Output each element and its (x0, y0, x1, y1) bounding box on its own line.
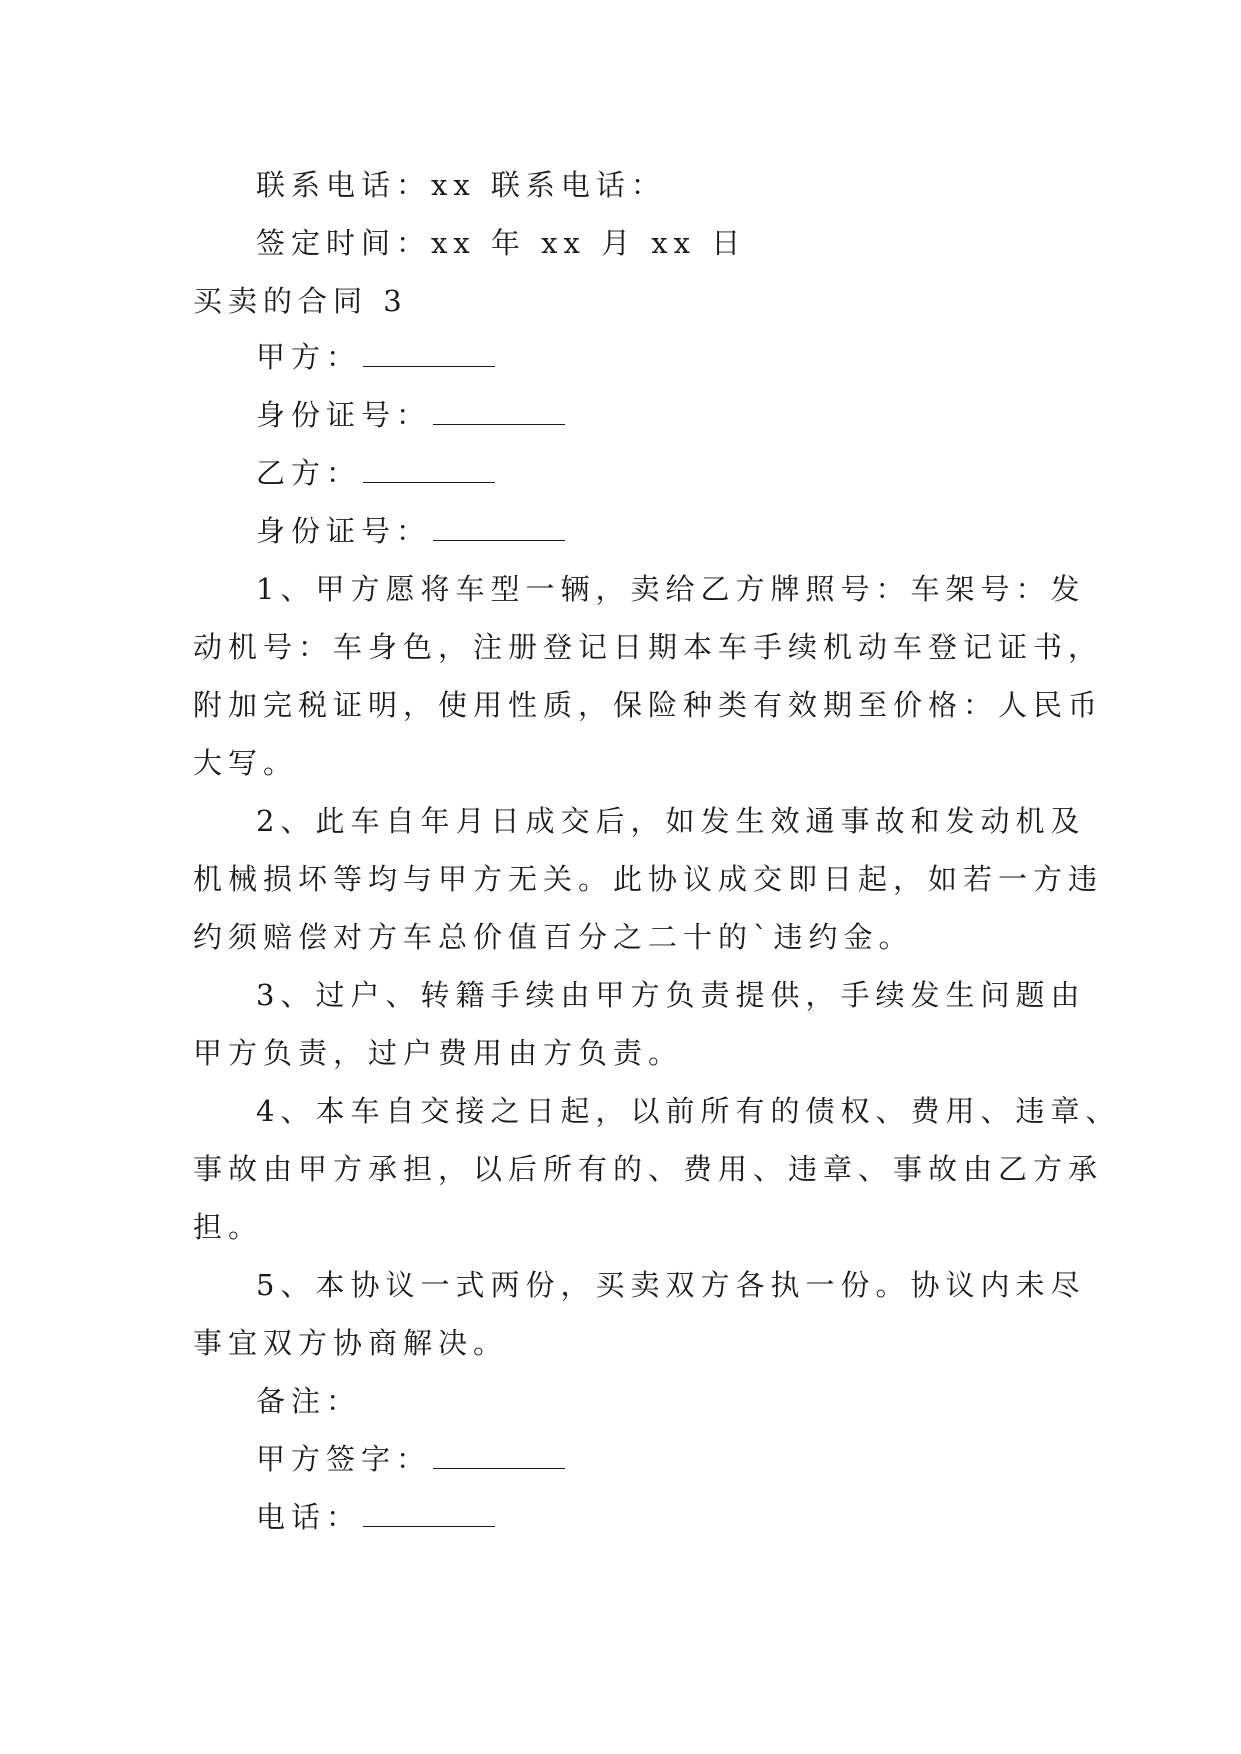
party-a-blank (363, 332, 495, 367)
clause-2-line-1 (193, 792, 1086, 850)
clause-2-line-3 (193, 908, 1073, 966)
remarks-label: 备注： (256, 1384, 362, 1418)
clause-4-line-3 (193, 1198, 1073, 1256)
clause-1-line-1 (193, 560, 1086, 618)
remarks-line (193, 1372, 1073, 1430)
party-b-id-label: 身份证号： (256, 514, 432, 548)
party-a-signature-blank (433, 1434, 565, 1469)
clause-3-line-2 (193, 1024, 1073, 1082)
clause-1-line-3 (193, 676, 1104, 734)
party-b-blank (363, 448, 495, 483)
signing-date-text: 签定时间：xx 年 xx 月 xx 日 (256, 226, 747, 260)
clause-text: 大写。 (193, 746, 299, 780)
clause-text: 担。 (193, 1210, 264, 1244)
contact-phone-line (193, 156, 1073, 214)
party-a-id-line (193, 386, 1073, 444)
clause-2-line-2 (193, 850, 1104, 908)
clause-1-line-2 (193, 618, 1104, 676)
clause-text: 机械损坏等均与甲方无关。此协议成交即日起，如若一方违 (193, 862, 1104, 896)
party-a-id-label: 身份证号： (256, 398, 432, 432)
clause-5-line-2 (193, 1314, 1073, 1372)
clause-text: 2、此车自年月日成交后，如发生效通事故和发动机及 (256, 804, 1086, 838)
party-b-id-line (193, 502, 1073, 560)
party-b-id-blank (433, 506, 565, 541)
phone-blank (363, 1492, 495, 1527)
clause-text: 动机号：车身色，注册登记日期本车手续机动车登记证书， (193, 630, 1104, 664)
party-a-line (193, 328, 1073, 386)
clause-text: 附加完税证明，使用性质，保险种类有效期至价格：人民币 (193, 688, 1104, 722)
signing-date-line (193, 214, 1073, 272)
clause-4-line-2 (193, 1140, 1104, 1198)
clause-5-line-1 (193, 1256, 1086, 1314)
phone-line (193, 1488, 1073, 1546)
clause-text: 4、本车自交接之日起，以前所有的债权、费用、违章、 (256, 1094, 1121, 1128)
clause-1-line-4 (193, 734, 1073, 792)
clause-text: 事故由甲方承担，以后所有的、费用、违章、事故由乙方承 (193, 1152, 1104, 1186)
contract-title (193, 272, 1073, 330)
phone-label: 电话： (256, 1500, 362, 1534)
party-a-signature-line (193, 1430, 1073, 1488)
contract-title-text: 买卖的合同 3 (193, 284, 408, 318)
clause-3-line-1 (193, 966, 1086, 1024)
clause-text: 1、甲方愿将车型一辆，卖给乙方牌照号：车架号：发 (256, 572, 1086, 606)
party-a-id-blank (433, 390, 565, 425)
party-a-signature-label: 甲方签字： (256, 1442, 432, 1476)
clause-4-line-1 (193, 1082, 1121, 1140)
clause-text: 5、本协议一式两份，买卖双方各执一份。协议内未尽 (256, 1268, 1086, 1302)
party-b-label: 乙方： (256, 456, 362, 490)
party-a-label: 甲方： (256, 340, 362, 374)
clause-text: 约须赔偿对方车总价值百分之二十的`违约金。 (193, 920, 914, 954)
party-b-line (193, 444, 1073, 502)
clause-text: 甲方负责，过户费用由方负责。 (193, 1036, 684, 1070)
clause-text: 3、过户、转籍手续由甲方负责提供，手续发生问题由 (256, 978, 1086, 1012)
clause-text: 事宜双方协商解决。 (193, 1326, 509, 1360)
contact-phone-text: 联系电话：xx 联系电话： (256, 168, 666, 202)
